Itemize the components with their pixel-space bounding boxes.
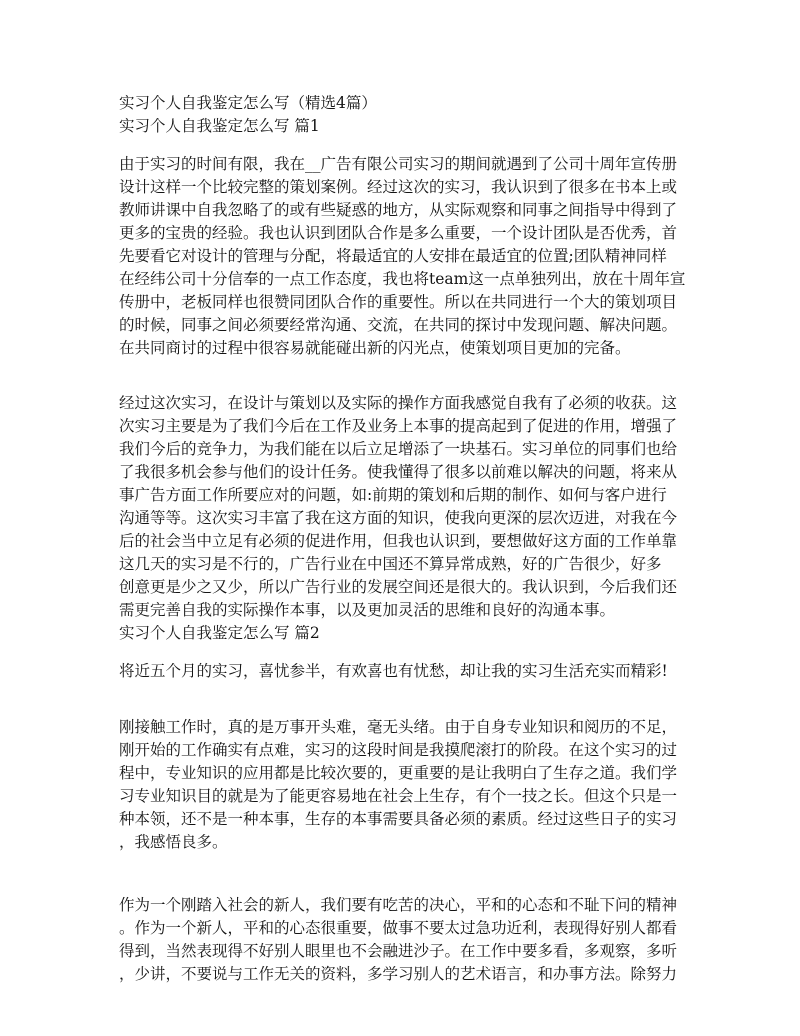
paragraph-line: 的时候，同事之间必须要经常沟通、交流，在共同的探讨中发现问题、解决问题。: [119, 316, 678, 334]
paragraph-line: 传册中，老板同样也很赞同团队合作的重要性。所以在共同进行一个大的策划项目: [119, 293, 678, 311]
paragraph-line: 刚开始的工作确实有点难，实习的这段时间是我摸爬滚打的阶段。在这个实习的过: [119, 741, 678, 759]
paragraph-line: 创意更是少之又少，所以广告行业的发展空间还是很大的。我认识到，今后我们还: [119, 578, 678, 596]
paragraph-line: 设计这样一个比较完整的策划案例。经过这次的实习，我认识到了很多在书本上或: [119, 178, 678, 196]
paragraph-line: 种本领，还不是一种本事，生存的本事需要具备必须的素质。经过这些日子的实习: [119, 810, 678, 828]
paragraph-line: 在共同商讨的过程中很容易就能碰出新的闪光点，使策划项目更加的完备。: [119, 339, 631, 357]
paragraph-line: 了我很多机会参与他们的设计任务。使我懂得了很多以前难以解决的问题，将来从: [119, 463, 678, 481]
paragraph-line: 由于实习的时间有限，我在__广告有限公司实习的期间就遇到了公司十周年宣传册: [119, 155, 678, 173]
paragraph-line: 更多的宝贵的经验。我也认识到团队合作是多么重要，一个设计团队是否优秀，首: [119, 224, 678, 242]
paragraph-line: 教师讲课中自我忽略了的或有些疑惑的地方，从实际观察和同事之间指导中得到了: [119, 201, 678, 219]
paragraph-line: 程中，专业知识的应用都是比较次要的，更重要的是让我明白了生存之道。我们学: [119, 764, 678, 782]
paragraph-line: 作为一个刚踏入社会的新人，我们要有吃苦的决心，平和的心态和不耻下问的精神: [119, 896, 678, 914]
paragraph-line: 。作为一个新人，平和的心态很重要，做事不要太过急功近利，表现得好别人都看: [119, 919, 678, 937]
paragraph-line: 在经纬公司十分信奉的一点工作态度，我也将team这一点单独列出，放在十周年宣: [119, 270, 686, 288]
paragraph-line: 我们今后的竞争力，为我们能在以后立足增添了一块基石。实习单位的同事们也给: [119, 440, 678, 458]
section-heading-1: 实习个人自我鉴定怎么写 篇1: [119, 117, 320, 135]
paragraph-line: 次实习主要是为了我们今后在工作及业务上本事的提高起到了促进的作用，增强了: [119, 417, 678, 435]
document-title: 实习个人自我鉴定怎么写（精选4篇）: [119, 94, 377, 112]
paragraph-line: ，我感悟良多。: [119, 833, 228, 851]
paragraph-line: 沟通等等。这次实习丰富了我在这方面的知识，使我向更深的层次迈进，对我在今: [119, 509, 678, 527]
paragraph-line: 刚接触工作时，真的是万事开头难，毫无头绪。由于自身专业知识和阅历的不足，: [119, 718, 678, 736]
paragraph-line: ，少讲，不要说与工作无关的资料，多学习别人的艺术语言，和办事方法。除努力: [119, 965, 678, 983]
section-heading-2: 实习个人自我鉴定怎么写 篇2: [119, 624, 320, 642]
paragraph-line: 习专业知识目的就是为了能更容易地在社会上生存，有个一技之长。但这个只是一: [119, 787, 678, 805]
paragraph-3: 将近五个月的实习，喜忧参半，有欢喜也有忧愁，却让我的实习生活充实而精彩!: [119, 662, 668, 680]
paragraph-line: 需更完善自我的实际操作本事，以及更加灵活的思维和良好的沟通本事。: [119, 601, 616, 619]
paragraph-line: 先要看它对设计的管理与分配，将最适宜的人安排在最适宜的位置;团队精神同样: [119, 247, 667, 265]
paragraph-line: 经过这次实习，在设计与策划以及实际的操作方面我感觉自我有了必须的收获。这: [119, 394, 678, 412]
paragraph-line: 后的社会当中立足有必须的促进作用，但我也认识到，要想做好这方面的工作单靠: [119, 532, 678, 550]
paragraph-line: 事广告方面工作所要应对的问题，如:前期的策划和后期的制作、如何与客户进行: [119, 486, 667, 504]
paragraph-line: 这几天的实习是不行的，广告行业在中国还不算异常成熟，好的广告很少，好多: [119, 555, 662, 573]
paragraph-line: 得到，当然表现得不好别人眼里也不会融进沙子。在工作中要多看，多观察，多听: [119, 942, 678, 960]
